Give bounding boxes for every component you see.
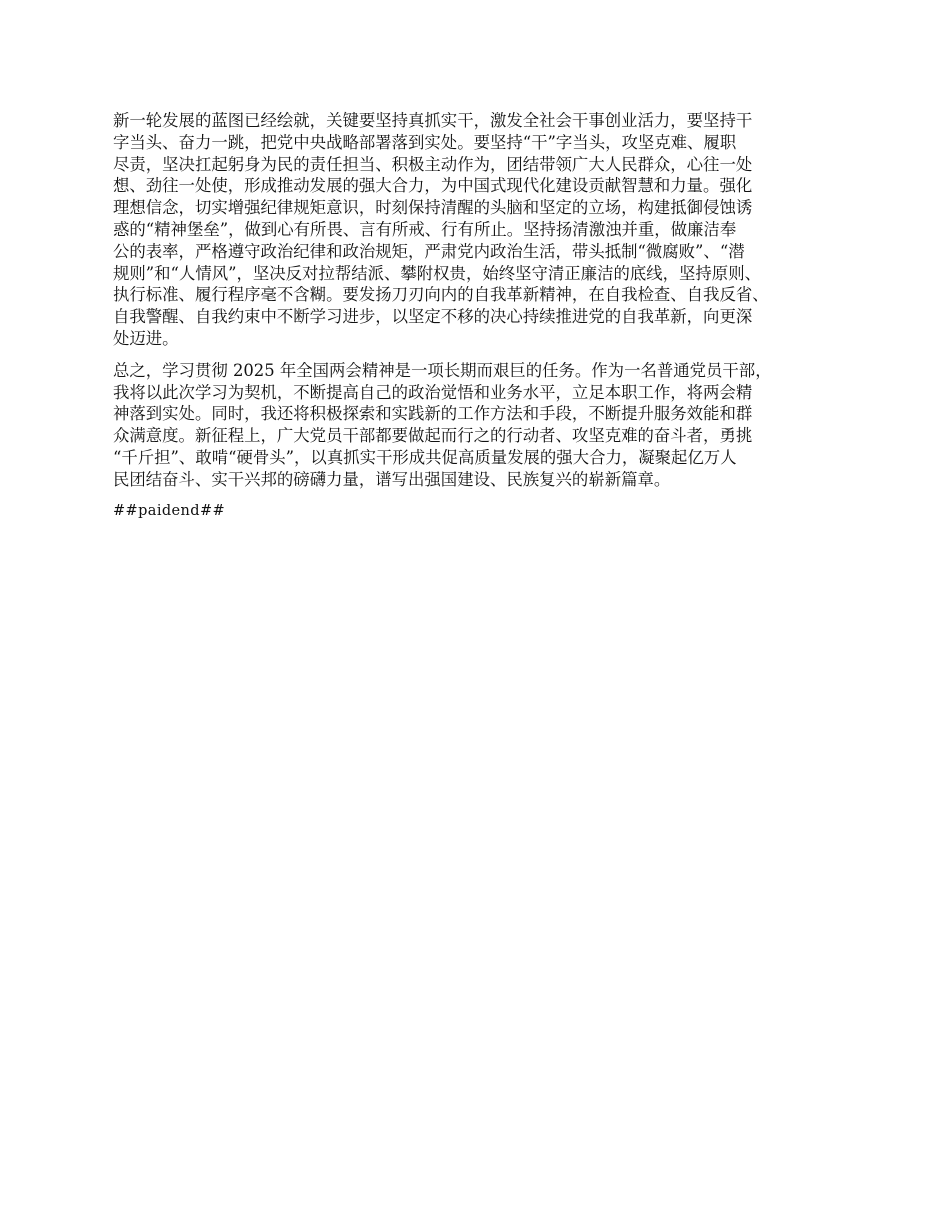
text-line: 众满意度。新征程上，广大党员干部都要做起而行之的行动者、攻坚克难的奋斗者，勇挑 — [113, 426, 753, 446]
text-line: 字当头、奋力一跳，把党中央战略部署落到实处。要坚持“干”字当头，攻坚克难、履职 — [113, 132, 737, 152]
text-line: 处迈进。 — [113, 328, 179, 348]
text-line: 执行标准、履行程序毫不含糊。要发扬刀刃向内的自我革新精神，在自我检查、自我反省、 — [113, 285, 769, 305]
text-line: 神落到实处。同时，我还将积极探索和实践新的工作方法和手段，不断提升服务效能和群 — [113, 404, 753, 424]
text-line: 想、劲往一处使，形成推动发展的强大合力，为中国式现代化建设贡献智慧和力量。强化 — [113, 176, 753, 196]
text-line: 规则”和“人情风”，坚决反对拉帮结派、攀附权贵，始终坚守清正廉洁的底线，坚持原则、 — [113, 263, 761, 283]
text-line: “千斤担”、敢啃“硬骨头”，以真抓实干形成共促高质量发展的强大合力，凝聚起亿万人 — [113, 447, 737, 467]
text-line: 公的表率，严格遵守政治纪律和政治规矩，严肃党内政治生活，带头抵制“微腐败”、“潜 — [113, 241, 745, 261]
document-body — [113, 110, 853, 522]
paid-end-marker: ##paidend## — [113, 502, 226, 519]
text-line: 自我警醒、自我约束中不断学习进步，以坚定不移的决心持续推进党的自我革新，向更深 — [113, 307, 753, 327]
text-line: 理想信念，切实增强纪律规矩意识，时刻保持清醒的头脑和坚定的立场，构建抵御侵蚀诱 — [113, 198, 753, 218]
text-line: 新一轮发展的蓝图已经绘就，关键要坚持真抓实干，激发全社会干事创业活力，要坚持干 — [113, 111, 753, 130]
paragraph-1 — [113, 110, 853, 350]
text-line: 民团结奋斗、实干兴邦的磅礴力量，谱写出强国建设、民族复兴的崭新篇章。 — [113, 469, 671, 489]
paragraph-2 — [113, 360, 853, 491]
text-line: 尽责，坚决扛起躬身为民的责任担当、积极主动作为，团结带领广大人民群众，心往一处 — [113, 154, 753, 174]
text-line: 我将以此次学习为契机，不断提高自己的政治觉悟和业务水平，立足本职工作，将两会精 — [113, 382, 753, 402]
text-line: 惑的“精神堡垒”，做到心有所畏、言有所戒、行有所止。坚持扬清激浊并重，做廉洁奉 — [113, 219, 737, 239]
text-line: 总之，学习贯彻 2025 年全国两会精神是一项长期而艰巨的任务。作为一名普通党员干部， — [113, 360, 772, 380]
